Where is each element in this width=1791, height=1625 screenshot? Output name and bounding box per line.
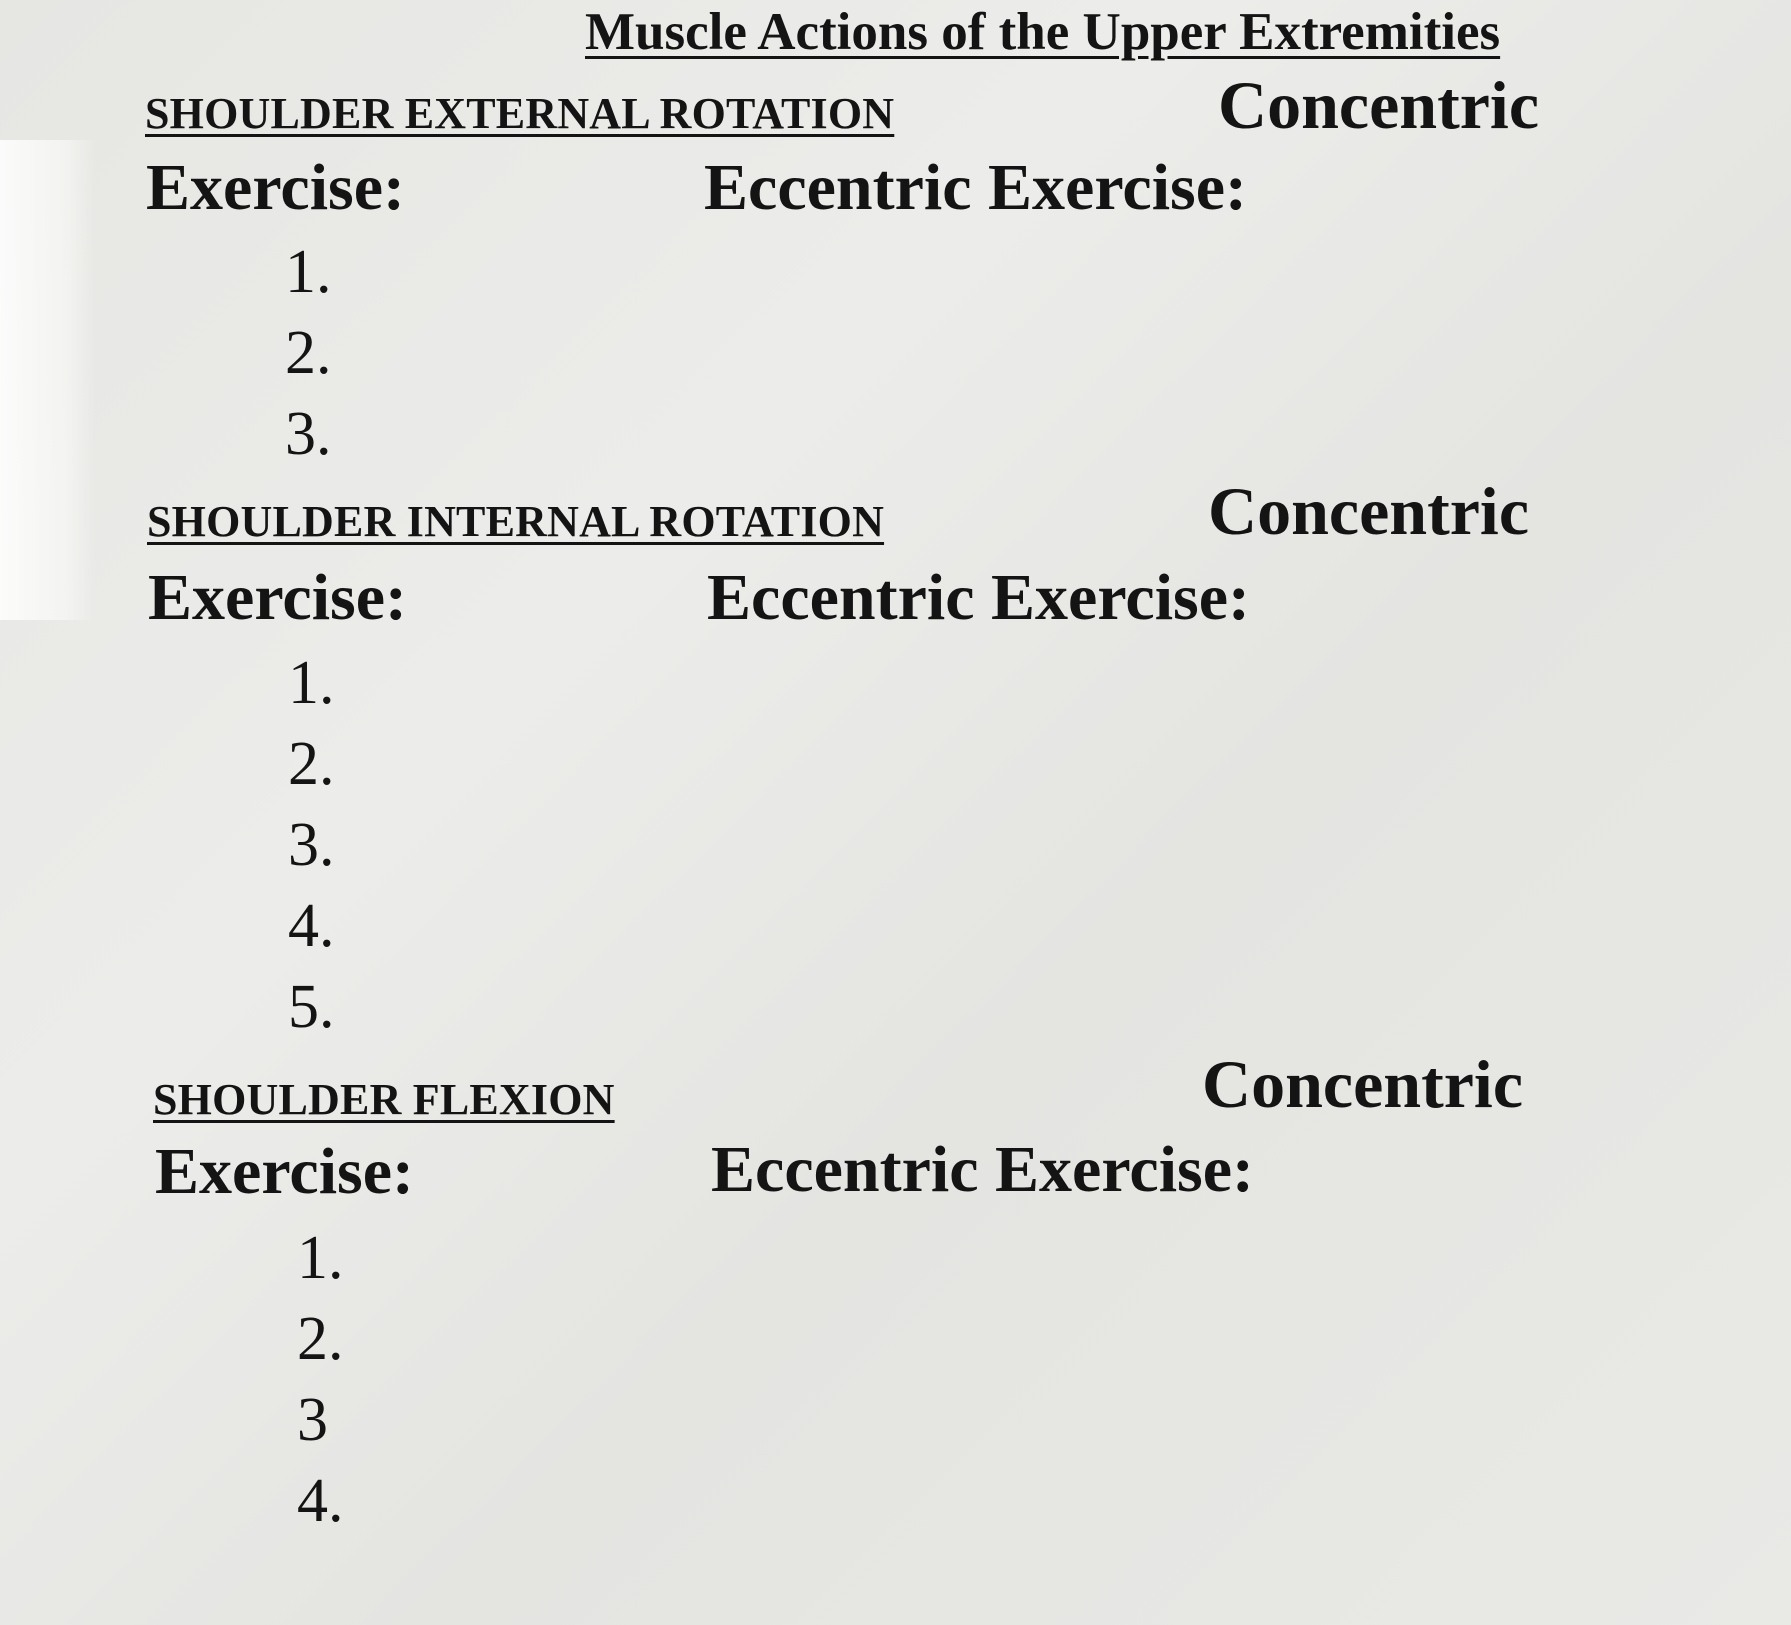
list-item: 3 bbox=[297, 1386, 328, 1454]
list-item: 4. bbox=[297, 1467, 344, 1535]
list-item: 2. bbox=[285, 319, 332, 387]
list-item: 3. bbox=[285, 400, 332, 468]
list-item: 1. bbox=[285, 238, 332, 306]
exercise-list-external-rotation bbox=[285, 232, 332, 475]
exercise-label: Exercise: bbox=[148, 561, 408, 634]
list-item: 4. bbox=[288, 892, 335, 960]
exercise-list-internal-rotation bbox=[288, 643, 335, 1048]
list-item: 2. bbox=[297, 1305, 344, 1373]
exercise-list-flexion bbox=[297, 1218, 344, 1542]
section-heading-internal-rotation: SHOULDER INTERNAL ROTATION bbox=[147, 497, 885, 546]
section-heading-flexion: SHOULDER FLEXION bbox=[153, 1075, 615, 1124]
list-item: 5. bbox=[288, 973, 335, 1041]
section-heading-external-rotation: SHOULDER EXTERNAL ROTATION bbox=[145, 89, 895, 138]
list-item: 3. bbox=[288, 811, 335, 879]
list-item: 1. bbox=[288, 649, 335, 717]
concentric-label: Concentric bbox=[1208, 473, 1530, 549]
screen-glare bbox=[0, 140, 95, 620]
exercise-label: Exercise: bbox=[155, 1135, 415, 1208]
exercise-label: Exercise: bbox=[146, 151, 406, 224]
eccentric-exercise-label: Eccentric Exercise: bbox=[711, 1133, 1255, 1206]
list-item: 1. bbox=[297, 1224, 344, 1292]
concentric-label: Concentric bbox=[1218, 67, 1540, 143]
eccentric-exercise-label: Eccentric Exercise: bbox=[704, 151, 1248, 224]
list-item: 2. bbox=[288, 730, 335, 798]
page-title: Muscle Actions of the Upper Extremities bbox=[585, 3, 1501, 61]
concentric-label: Concentric bbox=[1202, 1046, 1524, 1122]
eccentric-exercise-label: Eccentric Exercise: bbox=[707, 561, 1251, 634]
